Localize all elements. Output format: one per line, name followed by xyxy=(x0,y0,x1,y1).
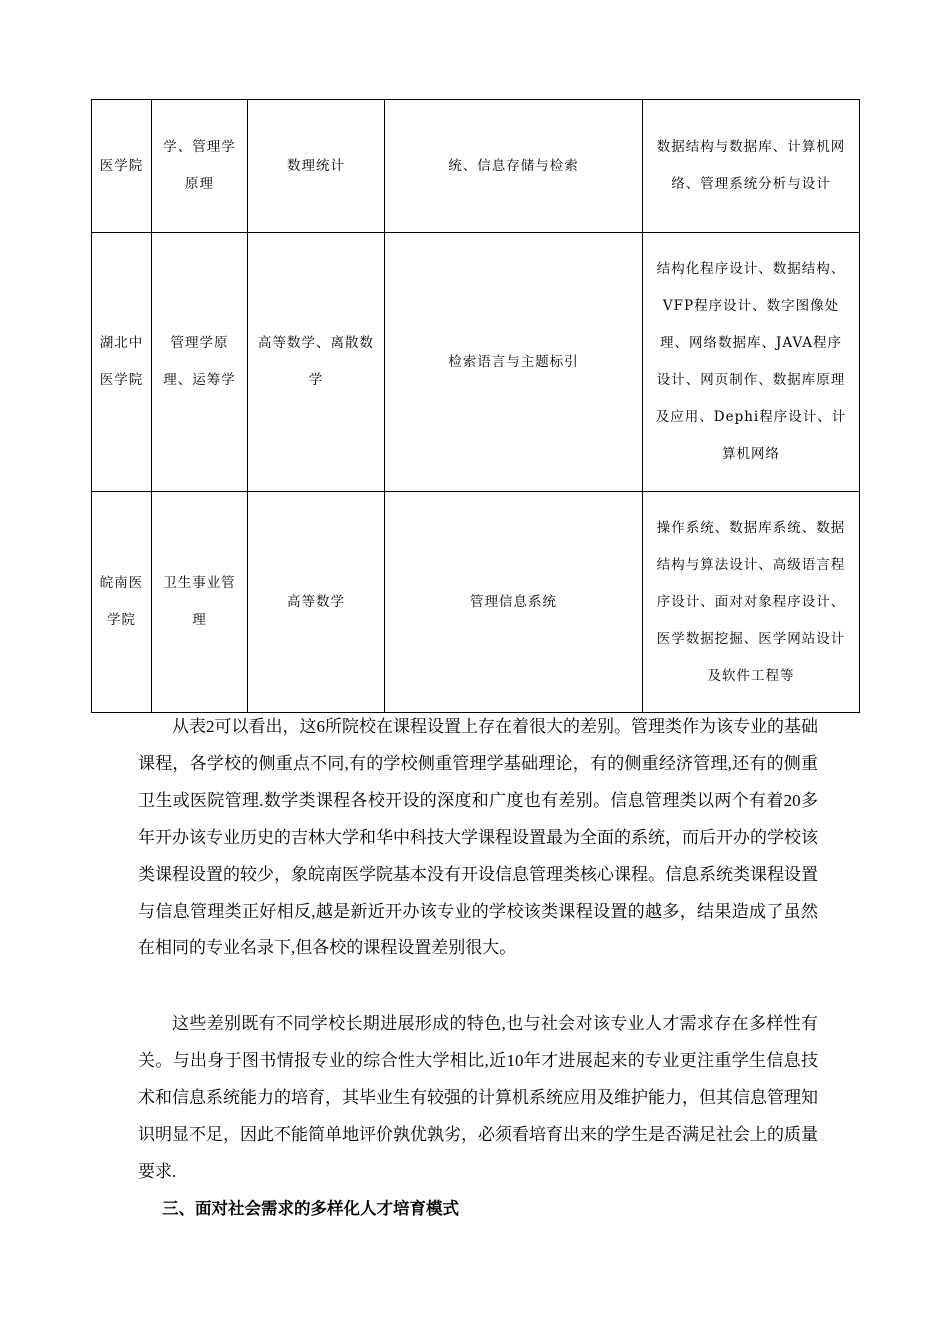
school-cell: 医学院 xyxy=(92,100,152,233)
management-course-cell: 管理学原理、运筹学 xyxy=(152,233,248,492)
table-row xyxy=(92,100,860,233)
curriculum-table xyxy=(91,99,860,713)
info-system-course-cell: 结构化程序设计、数据结构、VFP程序设计、数字图像处理、网络数据库、JAVA程序设计、网页制作、数据库原理及应用、Dephi程序设计、计算机网络 xyxy=(643,233,860,492)
math-course-cell: 高等数学、离散数学 xyxy=(248,233,385,492)
info-management-course-cell: 统、信息存储与检索 xyxy=(385,100,643,233)
table-row xyxy=(92,233,860,492)
math-course-cell: 数理统计 xyxy=(248,100,385,233)
section-heading: 三、面对社会需求的多样化人才培育模式 xyxy=(162,1199,459,1218)
school-cell: 湖北中医学院 xyxy=(92,233,152,492)
school-cell: 皖南医学院 xyxy=(92,492,152,713)
management-course-cell: 卫生事业管理 xyxy=(152,492,248,713)
info-management-course-cell: 管理信息系统 xyxy=(385,492,643,713)
management-course-cell: 学、管理学原理 xyxy=(152,100,248,233)
info-management-course-cell: 检索语言与主题标引 xyxy=(385,233,643,492)
info-system-course-cell: 操作系统、数据库系统、数据结构与算法设计、高级语言程序设计、面对对象程序设计、医学数据挖掘、医学网站设计及软件工程等 xyxy=(643,492,860,713)
body-paragraph: 从表2可以看出，这6所院校在课程设置上存在着很大的差别。管理类作为该专业的基础课程，各学校的侧重点不同,有的学校侧重管理学基础理论，有的侧重经济管理,还有的侧重卫生或医院管理.数学类课程各校开设的深度和广度也有差别。信息管理类以两个有着20多年开办该专业历史的吉林大学和华中科技大学课程设置最为全面的系统，而后开办的学校该类课程设置的较少，象皖南医学院基本没有开设信息管理类核心课程。信息系统类课程设置与信息管理类正好相反,越是新近开办该专业的学校该类课程设置的越多，结果造成了虽然在相同的专业名录下,但各校的课程设置差别很大。 xyxy=(138,717,818,958)
info-system-course-cell: 数据结构与数据库、计算机网络、管理系统分析与设计 xyxy=(643,100,860,233)
body-paragraph: 这些差别既有不同学校长期进展形成的特色,也与社会对该专业人才需求存在多样性有关。与出身于图书情报专业的综合性大学相比,近10年才进展起来的专业更注重学生信息技术和信息系统能力的培育，其毕业生有较强的计算机系统应用及维护能力，但其信息管理知识明显不足，因此不能简单地评价孰优孰劣，必须看培育出来的学生是否满足社会上的质量要求. xyxy=(138,1014,818,1181)
math-course-cell: 高等数学 xyxy=(248,492,385,713)
table-row xyxy=(92,492,860,713)
